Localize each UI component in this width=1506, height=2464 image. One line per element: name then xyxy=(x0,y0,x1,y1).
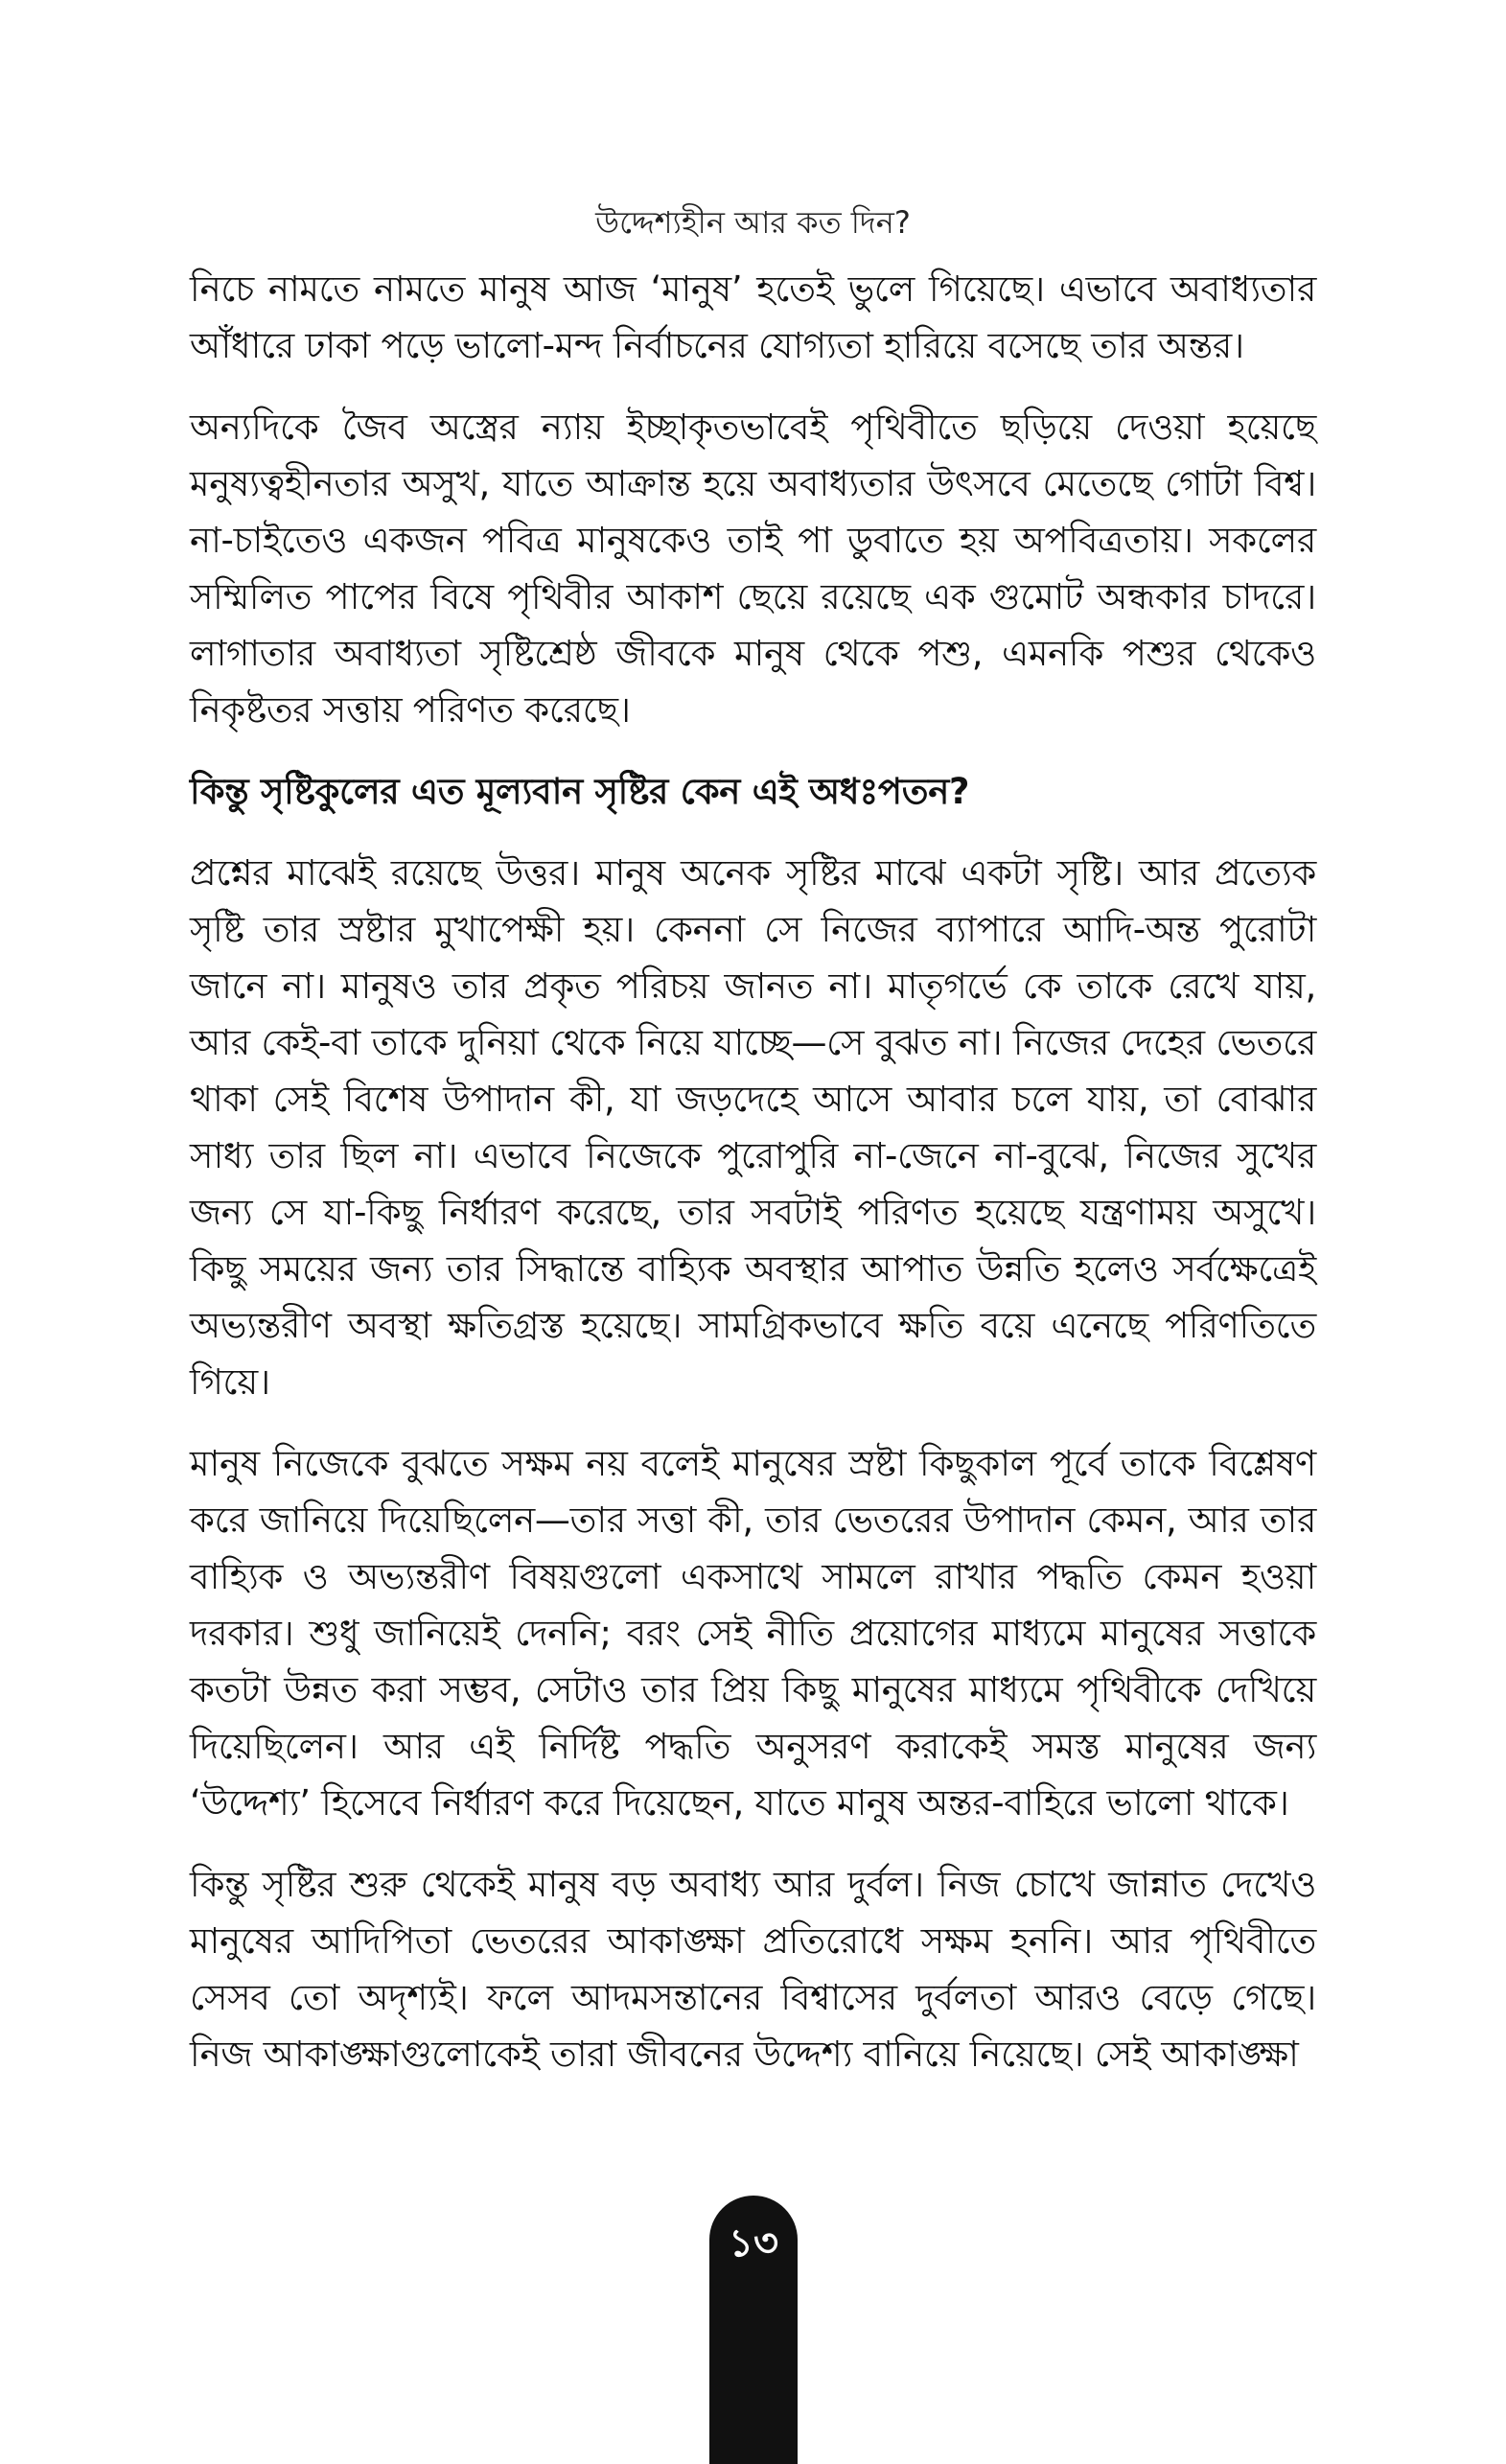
paragraph-4: মানুষ নিজেকে বুঝতে সক্ষম নয় বলেই মানুষের স্রষ্টা কিছুকাল পূর্বে তাকে বিশ্লেষণ করে জানিয়ে দিয়েছিলেন—তার সত্তা কী, তার ভেতরের উপাদান কেমন, আর তার বাহ্যিক ও অভ্যন্তরীণ বিষয়গুলো একসাথে সামলে রাখার পদ্ধতি কেমন হওয়া দরকার। শুধু জানিয়েই দেননি; বরং সেই নীতি প্রয়োগের মাধ্যমে মানুষের সত্তাকে কতটা উন্নত করা সম্ভব, সেটাও তার প্রিয় কিছু মানুষের মাধ্যমে পৃথিবীকে দেখিয়ে দিয়েছিলেন। আর এই নির্দিষ্ট পদ্ধতি অনুসরণ করাকেই সমস্ত মানুষের জন্য ‘উদ্দেশ্য’ হিসেবে নির্ধারণ করে দিয়েছেন, যাতে মানুষ অন্তর-বাহিরে ভালো থাকে। xyxy=(190,1443,1316,1824)
paragraph-2: অন্যদিকে জৈব অস্ত্রের ন্যায় ইচ্ছাকৃতভাবেই পৃথিবীতে ছড়িয়ে দেওয়া হয়েছে মনুষ্যত্বহীনতার অসুখ, যাতে আক্রান্ত হয়ে অবাধ্যতার উৎসবে মেতেছে গোটা বিশ্ব। না-চাইতেও একজন পবিত্র মানুষকেও তাই পা ডুবাতে হয় অপবিত্রতায়। সকলের সম্মিলিত পাপের বিষে পৃথিবীর আকাশ ছেয়ে রয়েছে এক গুমোট অন্ধকার চাদরে। লাগাতার অবাধ্যতা সৃষ্টিশ্রেষ্ঠ জীবকে মানুষ থেকে পশু, এমনকি পশুর থেকেও নিকৃষ্টতর সত্তায় পরিণত করেছে। xyxy=(190,407,1316,731)
running-header: উদ্দেশ্যহীন আর কত দিন? xyxy=(595,204,911,241)
paragraph-1: নিচে নামতে নামতে মানুষ আজ ‘মানুষ’ হতেই ভুলে গিয়েছে। এভাবে অবাধ্যতার আঁধারে ঢাকা পড়ে ভালো-মন্দ নির্বাচনের যোগ্যতা হারিয়ে বসেছে তার অন্তর। xyxy=(190,268,1316,366)
paragraph-5: কিন্তু সৃষ্টির শুরু থেকেই মানুষ বড় অবাধ্য আর দুর্বল। নিজ চোখে জান্নাত দেখেও মানুষের আদিপিতা ভেতরের আকাঙ্ক্ষা প্রতিরোধে সক্ষম হননি। আর পৃথিবীতে সেসব তো অদৃশ্যই। ফলে আদমসন্তানের বিশ্বাসের দুর্বলতা আরও বেড়ে গেছে। নিজ আকাঙ্ক্ষাগুলোকেই তারা জীবনের উদ্দেশ্য বানিয়ে নিয়েছে। সেই আকাঙ্ক্ষা xyxy=(190,1864,1316,2075)
page-body xyxy=(190,261,1316,2107)
paragraph-3: প্রশ্নের মাঝেই রয়েছে উত্তর। মানুষ অনেক সৃষ্টির মাঝে একটা সৃষ্টি। আর প্রত্যেক সৃষ্টি তার স্রষ্টার মুখাপেক্ষী হয়। কেননা সে নিজের ব্যাপারে আদি-অন্ত পুরোটা জানে না। মানুষও তার প্রকৃত পরিচয় জানত না। মাতৃগর্ভে কে তাকে রেখে যায়, আর কেই-বা তাকে দুনিয়া থেকে নিয়ে যাচ্ছে—সে বুঝত না। নিজের দেহের ভেতরে থাকা সেই বিশেষ উপাদান কী, যা জড়দেহে আসে আবার চলে যায়, তা বোঝার সাধ্য তার ছিল না। এভাবে নিজেকে পুরোপুরি না-জেনে না-বুঝে, নিজের সুখের জন্য সে যা-কিছু নির্ধারণ করেছে, তার সবটাই পরিণত হয়েছে যন্ত্রণাময় অসুখে। কিছু সময়ের জন্য তার সিদ্ধান্তে বাহ্যিক অবস্থার আপাত উন্নতি হলেও সর্বক্ষেত্রেই অভ্যন্তরীণ অবস্থা ক্ষতিগ্রস্ত হয়েছে। সামগ্রিকভাবে ক্ষতি বয়ে এনেছে পরিণতিতে গিয়ে। xyxy=(190,852,1316,1403)
section-question-heading: কিন্তু সৃষ্টিকুলের এত মূল্যবান সৃষ্টির কেন এই অধঃপতন? xyxy=(190,771,970,812)
page-number: ১৩ xyxy=(729,2221,778,2266)
